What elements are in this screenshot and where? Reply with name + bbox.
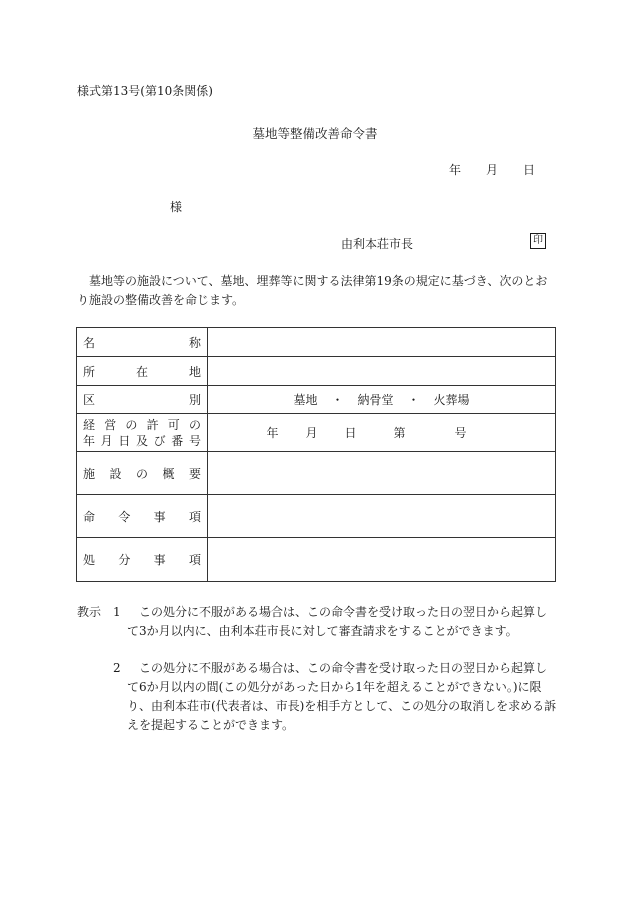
label-char: 可 [167, 417, 180, 432]
label-char: の [125, 417, 138, 432]
label-summary [77, 452, 208, 495]
body-text: 墓地等の施設について、墓地、埋葬等に関する法律第19条の規定に基づき、次のとおり施設の整備改善を命じます。 [77, 274, 548, 307]
table-row-permit [77, 414, 556, 452]
category-option: 火葬場 [433, 393, 470, 407]
label-char: 区 [83, 393, 96, 407]
label-category [77, 386, 208, 414]
date-year: 年 [449, 163, 462, 177]
label-char: 概 [162, 466, 175, 481]
table-row-summary [77, 452, 556, 495]
date-line [449, 161, 535, 178]
date-day: 日 [523, 163, 536, 177]
label-char: 処 [83, 553, 96, 567]
label-char: 別 [188, 393, 201, 407]
permit-no-suffix: 号 [454, 426, 467, 440]
permit-year: 年 [266, 426, 279, 440]
value-permit[interactable] [208, 414, 556, 452]
instruction-item [77, 603, 557, 641]
table-row-order [77, 495, 556, 538]
label-char: 命 [83, 509, 96, 524]
date-month: 月 [486, 163, 499, 177]
label-char: の [188, 417, 201, 432]
instruction-text: この処分に不服がある場合は、この命令書を受け取った日の翌日から起算して3か月以内に、由利本荘市長に対して審査請求をすることができます。 [127, 605, 548, 638]
label-char: 要 [188, 466, 201, 481]
instruction-number: 1 [113, 605, 121, 619]
label-order [77, 495, 208, 538]
issuer-name: 由利本荘市長 [341, 237, 414, 251]
label-char: の [135, 466, 148, 481]
instruction-number: 2 [113, 661, 121, 675]
label-char: 番 [171, 433, 184, 448]
instructions [77, 603, 557, 735]
label-char: 年 [83, 433, 96, 448]
label-char: 施 [83, 466, 96, 481]
label-char: 所 [83, 364, 96, 379]
label-char: 号 [188, 433, 201, 448]
addressee-suffix: 様 [170, 200, 183, 214]
permit-no-prefix: 第 [393, 426, 406, 440]
category-option: 納骨堂 [357, 393, 394, 407]
category-separator: ・ [407, 393, 420, 407]
permit-month: 月 [305, 426, 318, 440]
label-char: 分 [118, 553, 131, 567]
instruction-text: この処分に不服がある場合は、この命令書を受け取った日の翌日から起算して6か月以内の間(この処分があった日から1年を超えることができない。)に限り、由利本荘市(代表者は、市長)を相手方として、この処分の取消しを求める訴えを提起することができます。 [127, 661, 557, 732]
details-table [76, 327, 556, 582]
label-char: 経 [83, 417, 96, 432]
category-option: 墓地 [293, 393, 318, 407]
label-char: 名 [83, 335, 96, 350]
label-char: 月 [100, 433, 113, 448]
value-order[interactable] [208, 495, 556, 538]
value-disposition[interactable] [208, 538, 556, 582]
label-disposition [77, 538, 208, 582]
label-char: 項 [188, 509, 201, 524]
value-category [208, 386, 556, 414]
table-row-name [77, 328, 556, 357]
label-char: 在 [135, 364, 148, 379]
label-location [77, 357, 208, 386]
instructions-heading: 教示 [77, 605, 102, 619]
table-row-category [77, 386, 556, 414]
document-title: 墓地等整備改善命令書 [252, 126, 378, 141]
table-row-location [77, 357, 556, 386]
instruction-item [77, 659, 557, 735]
label-char: 日 [118, 433, 131, 448]
label-char: 称 [188, 335, 201, 350]
label-char: 令 [118, 509, 131, 524]
label-char: 事 [153, 509, 166, 524]
label-char: 設 [109, 466, 122, 481]
form-number: 様式第13号(第10条関係) [77, 84, 213, 98]
value-location[interactable] [208, 357, 556, 386]
label-name [77, 328, 208, 357]
category-separator: ・ [331, 393, 344, 407]
label-char: 営 [104, 417, 117, 432]
table-row-disposition [77, 538, 556, 582]
label-char: 事 [153, 553, 166, 567]
label-char: び [153, 433, 166, 448]
seal-box: 印 [530, 233, 546, 249]
label-char: 項 [188, 553, 201, 567]
value-name[interactable] [208, 328, 556, 357]
label-char: 許 [146, 417, 159, 432]
value-summary[interactable] [208, 452, 556, 495]
label-char: 地 [188, 364, 201, 379]
label-char: 及 [135, 433, 148, 448]
permit-day: 日 [344, 426, 357, 440]
